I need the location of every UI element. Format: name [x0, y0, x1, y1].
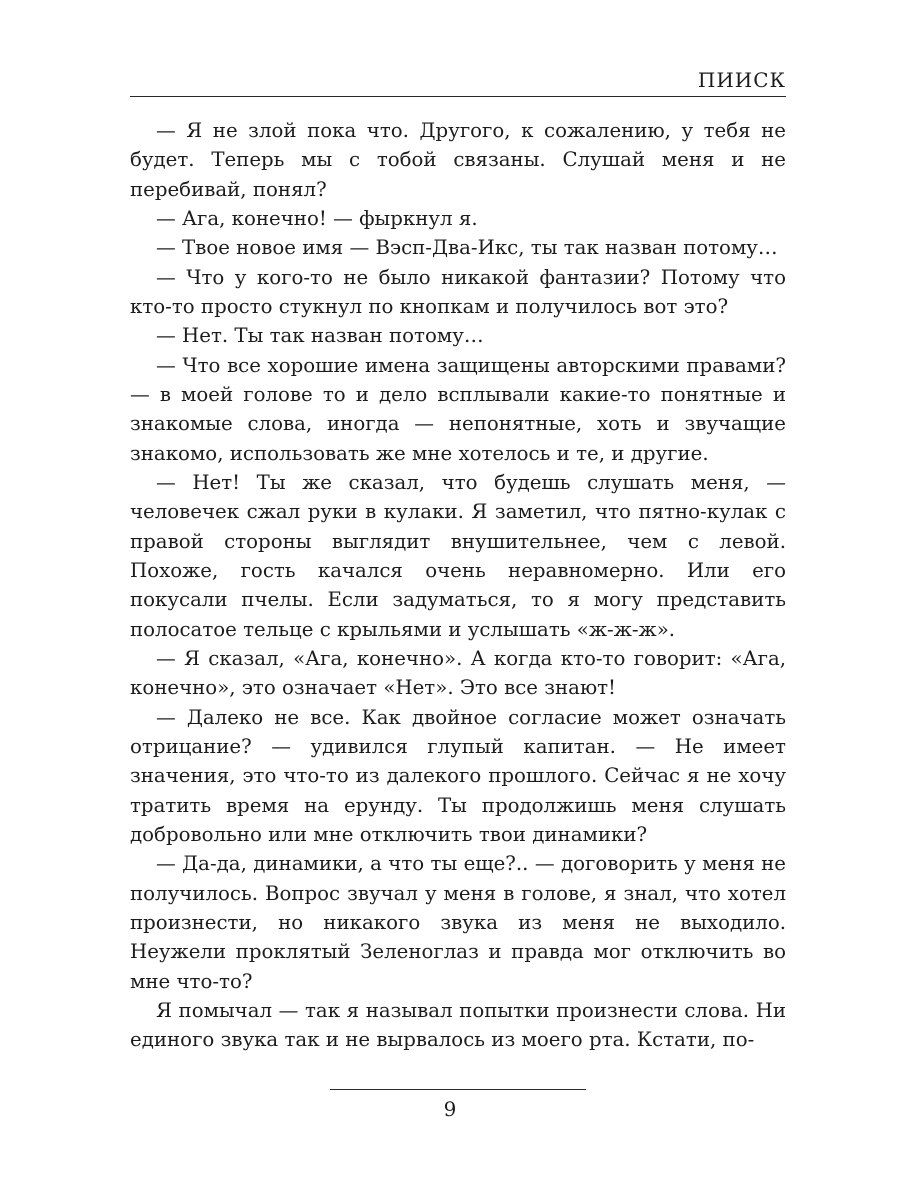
body-text: [130, 116, 786, 1055]
paragraph: — Нет! Ты же сказал, что будешь слушать меня, — человечек сжал руки в кулаки. Я заметил, что пятно-кулак с правой стороны выглядит внушительнее, чем с левой. Похоже, гость качался очень неравномерно. Или его покусали пчелы. Если задуматься, то я могу представить полосатое тельце с крыльями и услышать «ж-ж-ж».: [130, 470, 786, 641]
paragraph: — Да-да, динамики, а что ты еще?.. — договорить у меня не получилось. Вопрос звучал у меня в голове, я знал, что хотел произнести, но никакого звука из меня не выходило. Неужели проклятый Зеленоглаз и правда мог отключить во мне что-то?: [130, 852, 786, 993]
paragraph: — Что все хорошие имена защищены авторскими правами? — в моей голове то и дело всплывали какие-то понятные и знакомые слова, иногда — непонятные, хоть и звучащие знакомо, использовать же мне хотелось и те, и другие.: [130, 353, 786, 465]
header-divider: [130, 96, 786, 97]
paragraph: — Что у кого-то не было никакой фантазии? Потому что кто-то просто стукнул по кнопкам и получилось вот это?: [130, 265, 786, 318]
paragraph: Я помычал — так я называл попытки произнести слова. Ни единого звука так и не вырвалось из моего рта. Кстати, по-: [130, 998, 786, 1052]
paragraph: — Я сказал, «Ага, конечно». А когда кто-то говорит: «Ага, конечно», это означает «Нет». Это все знают!: [130, 646, 786, 700]
paragraph: — Нет. Ты так назван потому…: [156, 324, 484, 348]
page-number: 9: [443, 1097, 457, 1121]
paragraph: — Твое новое имя — Вэсп-Два-Икс, ты так назван потому…: [156, 236, 778, 260]
paragraph: — Далеко не все. Как двойное согласие может означать отрицание? — удивился глупый капитан. — Не имеет значения, это что-то из далекого прошлого. Сейчас я не хочу тратить время на ерунду. Ты продолжишь меня слушать добровольно или мне отключить твои динамики?: [130, 705, 786, 846]
paragraph: — Ага, конечно! — фыркнул я.: [156, 206, 478, 230]
paragraph: — Я не злой пока что. Другого, к сожалению, у тебя не будет. Теперь мы с тобой связаны. Слушай меня и не перебивай, понял?: [130, 119, 786, 201]
footer-divider: [330, 1089, 586, 1090]
running-head-title: ПИИСК: [697, 68, 786, 92]
